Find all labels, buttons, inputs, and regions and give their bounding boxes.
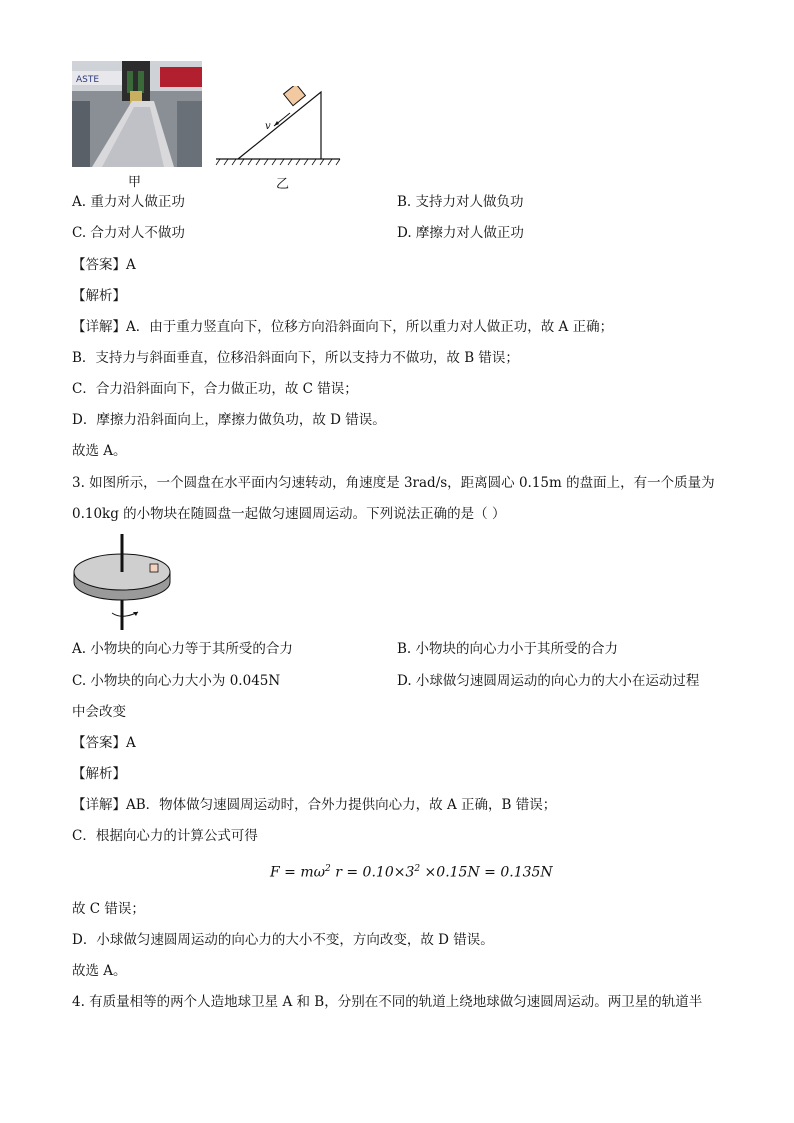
photo-caption: 甲 [128, 175, 142, 190]
q3-option-d: D. 小球做匀速圆周运动的向心力的大小在运动过程 [397, 673, 700, 689]
q2-detail-line: B．支持力与斜面垂直，位移沿斜面向下，所以支持力不做功，故 B 错误； [72, 350, 519, 366]
q3-detail-line: 故 C 错误； [72, 901, 145, 917]
q3-option-a: A. 小物块的向心力等于其所受的合力 [72, 641, 293, 657]
q3-stem: 0.10kg 的小物块在随圆盘一起做匀速圆周运动。下列说法正确的是（ ） [72, 506, 506, 522]
q3-option-b: B. 小物块的向心力小于其所受的合力 [397, 641, 619, 657]
q4-stem: 4. 有质量相等的两个人造地球卫星 A 和 B，分别在不同的轨道上绕地球做匀速圆周运动。两卫星的轨道半 [72, 994, 703, 1010]
velocity-label: v [265, 121, 271, 132]
q2-detail-line: C．合力沿斜面向下，合力做正功，故 C 错误； [72, 381, 358, 397]
q3-option-d-continued: 中会改变 [72, 704, 126, 720]
incline-diagram [214, 86, 344, 166]
q3-option-c: C. 小物块的向心力大小为 0.045N [72, 673, 281, 689]
q2-analysis-heading: 【解析】 [72, 288, 126, 304]
incline-caption: 乙 [276, 177, 290, 192]
q3-answer: 【答案】A [72, 735, 136, 751]
q2-option-d: D. 摩擦力对人做正功 [397, 225, 524, 241]
centripetal-force-formula: $F = m\omega^2$ $r = 0.10\times 3^2 \times 0.15N = 0.135N$ [270, 864, 553, 881]
q2-detail-line: D．摩擦力沿斜面向上，摩擦力做负功，故 D 错误。 [72, 412, 386, 428]
svg-text:ASTE: ASTE [76, 75, 100, 85]
q3-conclusion: 故选 A。 [72, 963, 127, 979]
q3-detail-line: C．根据向心力的计算公式可得 [72, 828, 258, 844]
q3-analysis-heading: 【解析】 [72, 766, 126, 782]
q2-answer: 【答案】A [72, 257, 136, 273]
q3-detail-line: D．小球做匀速圆周运动的向心力的大小不变，方向改变，故 D 错误。 [72, 932, 494, 948]
evacuation-slide-photo [72, 61, 202, 167]
q2-conclusion: 故选 A。 [72, 443, 127, 459]
q2-option-c: C. 合力对人不做功 [72, 225, 185, 241]
q2-option-a: A. 重力对人做正功 [72, 194, 185, 210]
q2-option-b: B. 支持力对人做负功 [397, 194, 524, 210]
q2-detail-line: 【详解】A．由于重力竖直向下，位移方向沿斜面向下，所以重力对人做正功，故 A 正确； [72, 319, 614, 335]
rotating-disc-diagram [72, 532, 176, 632]
q3-detail-line: 【详解】AB．物体做匀速圆周运动时，合外力提供向心力，故 A 正确，B 错误； [72, 797, 557, 813]
q3-stem: 3. 如图所示，一个圆盘在水平面内匀速转动，角速度是 3rad/s，距离圆心 0.15m 的盘面上，有一个质量为 [72, 475, 715, 491]
